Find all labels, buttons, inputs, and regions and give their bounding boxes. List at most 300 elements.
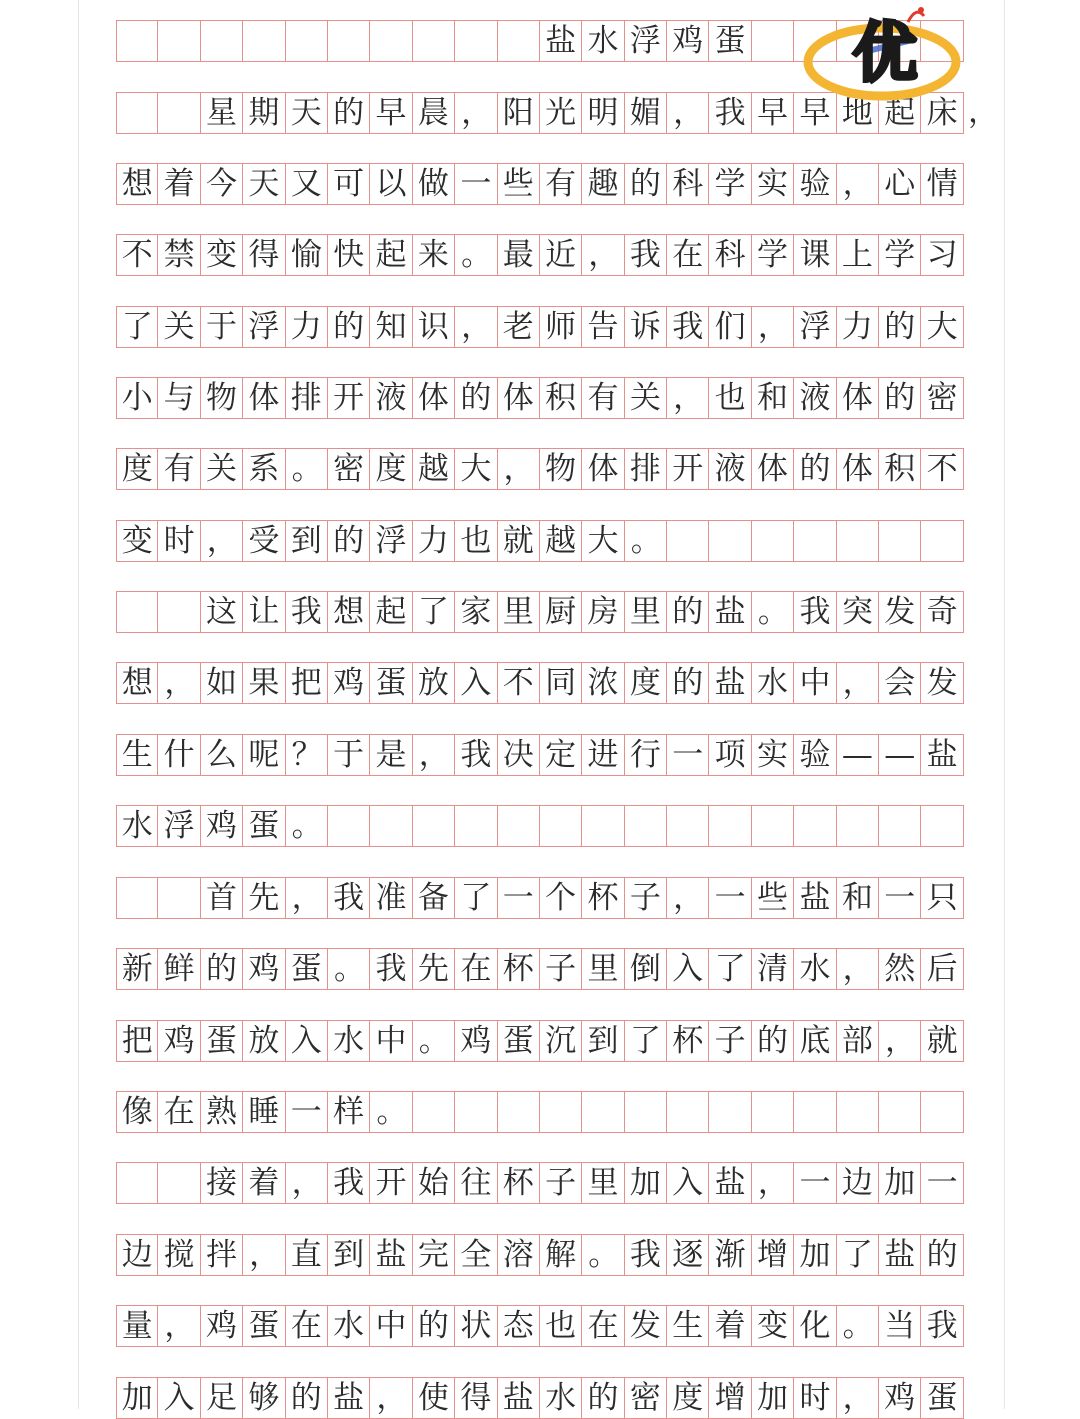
grid-cell: 想 xyxy=(328,592,370,632)
grid-cell: 拌 xyxy=(201,1235,243,1275)
grid-cell: 直 xyxy=(286,1235,328,1275)
grid-cell: 增 xyxy=(752,1235,794,1275)
grid-cell: 近 xyxy=(540,235,582,275)
grid-cell: 蛋 xyxy=(286,949,328,989)
grid-cell: 有 xyxy=(582,378,624,418)
grid-cell: 项 xyxy=(709,735,751,775)
grid-cell: 体 xyxy=(498,378,540,418)
grid-cell: 我 xyxy=(794,592,836,632)
grid-cell: 的 xyxy=(328,307,370,347)
grid-cell: 着 xyxy=(243,1163,285,1203)
grid-cell xyxy=(709,806,751,846)
grid-cell: 液 xyxy=(794,378,836,418)
grid-cell: 增 xyxy=(709,1378,751,1418)
grid-cell: 。 xyxy=(455,235,497,275)
grid-cell: 子 xyxy=(540,949,582,989)
grid-cell: — xyxy=(837,735,879,775)
grid-cell: 入 xyxy=(158,1378,200,1418)
grid-cell xyxy=(582,806,624,846)
grid-cell: 不 xyxy=(116,235,158,275)
grid-cell: 入 xyxy=(667,1163,709,1203)
grid-cell: 期 xyxy=(243,93,285,133)
grid-cell: ， xyxy=(455,93,497,133)
grid-cell: 学 xyxy=(879,235,921,275)
grid-cell: 沉 xyxy=(540,1021,582,1061)
grid-cell: 蛋 xyxy=(243,806,285,846)
grid-cell: 水 xyxy=(328,1021,370,1061)
grid-cell xyxy=(752,521,794,561)
grid-cell: 让 xyxy=(243,592,285,632)
text-row xyxy=(116,1234,964,1276)
grid-cell: 倒 xyxy=(625,949,667,989)
grid-cell: 趣 xyxy=(582,164,624,204)
grid-cell: 浮 xyxy=(243,307,285,347)
grid-cell: 态 xyxy=(498,1306,540,1346)
grid-cell: 的 xyxy=(921,1235,963,1275)
grid-cell: 首 xyxy=(201,878,243,918)
grid-cell: ， xyxy=(752,1163,794,1203)
grid-cell: 子 xyxy=(625,878,667,918)
grid-cell: 密 xyxy=(328,449,370,489)
grid-cell: 快 xyxy=(328,235,370,275)
grid-cell: 来 xyxy=(413,235,455,275)
grid-cell: 的 xyxy=(201,949,243,989)
grid-cell xyxy=(879,1092,921,1132)
grid-cell: 使 xyxy=(413,1378,455,1418)
grid-cell xyxy=(667,521,709,561)
grid-cell: 一 xyxy=(286,1092,328,1132)
title-cell xyxy=(752,21,794,61)
title-cell xyxy=(498,21,540,61)
grid-cell: 的 xyxy=(582,1378,624,1418)
grid-cell: 些 xyxy=(498,164,540,204)
grid-cell: 些 xyxy=(752,878,794,918)
grid-cell: 验 xyxy=(794,164,836,204)
grid-cell: 盐 xyxy=(328,1378,370,1418)
grid-cell: 杯 xyxy=(498,1163,540,1203)
grid-cell: 光 xyxy=(540,93,582,133)
grid-cell: 加 xyxy=(116,1378,158,1418)
text-row xyxy=(116,1377,964,1419)
grid-cell: 突 xyxy=(837,592,879,632)
grid-cell: 愉 xyxy=(286,235,328,275)
title-cell xyxy=(455,21,497,61)
grid-cell: 一 xyxy=(709,878,751,918)
grid-cell: 受 xyxy=(243,521,285,561)
grid-cell: 们 xyxy=(709,307,751,347)
grid-cell: 加 xyxy=(752,1378,794,1418)
grid-cell: 有 xyxy=(158,449,200,489)
grid-cell xyxy=(625,806,667,846)
grid-cell: ， xyxy=(370,1378,412,1418)
grid-cell: 星 xyxy=(201,93,243,133)
grid-cell: 在 xyxy=(582,1306,624,1346)
title-cell xyxy=(370,21,412,61)
grid-cell: ， xyxy=(752,307,794,347)
grid-cell: 的 xyxy=(625,164,667,204)
grid-cell: 清 xyxy=(752,949,794,989)
grid-cell: 物 xyxy=(201,378,243,418)
grid-cell: 决 xyxy=(498,735,540,775)
text-row xyxy=(116,520,964,562)
text-row xyxy=(116,163,964,205)
title-cell xyxy=(201,21,243,61)
grid-cell: ， xyxy=(837,164,879,204)
grid-cell: 大 xyxy=(455,449,497,489)
text-row xyxy=(116,662,964,704)
title-cell: 盐 xyxy=(540,21,582,61)
grid-cell xyxy=(837,806,879,846)
grid-cell: 越 xyxy=(540,521,582,561)
grid-cell: ， xyxy=(837,1378,879,1418)
line-2-overflow-comma: ， xyxy=(968,94,999,130)
grid-cell: 发 xyxy=(921,663,963,703)
grid-cell xyxy=(498,1092,540,1132)
grid-cell: 样 xyxy=(328,1092,370,1132)
grid-cell: ， xyxy=(498,449,540,489)
grid-cell: 新 xyxy=(116,949,158,989)
grid-cell: 大 xyxy=(582,521,624,561)
grid-cell: 心 xyxy=(879,164,921,204)
grid-cell: 鸡 xyxy=(158,1021,200,1061)
grid-cell: 搅 xyxy=(158,1235,200,1275)
grid-cell: 体 xyxy=(413,378,455,418)
grid-cell: 物 xyxy=(540,449,582,489)
grid-cell: 逐 xyxy=(667,1235,709,1275)
grid-cell: ， xyxy=(158,663,200,703)
grid-cell: 先 xyxy=(413,949,455,989)
grid-cell: 准 xyxy=(370,878,412,918)
title-cell xyxy=(328,21,370,61)
text-row xyxy=(116,448,964,490)
grid-cell: ， xyxy=(286,878,328,918)
grid-cell: 体 xyxy=(243,378,285,418)
grid-cell: 里 xyxy=(498,592,540,632)
grid-cell: 盐 xyxy=(794,878,836,918)
text-row xyxy=(116,734,964,776)
grid-cell: 一 xyxy=(794,1163,836,1203)
grid-cell: 了 xyxy=(455,878,497,918)
grid-cell: 什 xyxy=(158,735,200,775)
grid-cell: 实 xyxy=(752,164,794,204)
grid-cell: 么 xyxy=(201,735,243,775)
grid-cell: 进 xyxy=(582,735,624,775)
grid-cell: 在 xyxy=(667,235,709,275)
grid-cell: 全 xyxy=(455,1235,497,1275)
grid-cell: 量 xyxy=(116,1306,158,1346)
grid-cell: 的 xyxy=(667,592,709,632)
grid-cell: 情 xyxy=(921,164,963,204)
grid-cell xyxy=(921,806,963,846)
grid-cell xyxy=(921,1092,963,1132)
grid-cell xyxy=(667,806,709,846)
grid-cell: 睡 xyxy=(243,1092,285,1132)
grid-cell: 鸡 xyxy=(455,1021,497,1061)
grade-excellent-text: 优 xyxy=(853,17,917,91)
grid-cell: 早 xyxy=(752,93,794,133)
grid-cell xyxy=(455,806,497,846)
grid-cell: 盐 xyxy=(709,663,751,703)
title-cell xyxy=(413,21,455,61)
grid-cell: 发 xyxy=(879,592,921,632)
grid-cell: ， xyxy=(455,307,497,347)
text-row xyxy=(116,306,964,348)
grid-cell: 底 xyxy=(794,1021,836,1061)
grid-cell: 放 xyxy=(413,663,455,703)
grid-cell: ， xyxy=(582,235,624,275)
grid-cell: 习 xyxy=(921,235,963,275)
grid-cell: 力 xyxy=(286,307,328,347)
grid-cell: 早 xyxy=(794,93,836,133)
grid-cell: 老 xyxy=(498,307,540,347)
grid-cell xyxy=(709,521,751,561)
grid-cell: 时 xyxy=(158,521,200,561)
grid-cell: 明 xyxy=(582,93,624,133)
grid-cell xyxy=(837,521,879,561)
grid-cell: 盐 xyxy=(370,1235,412,1275)
title-cell: 水 xyxy=(582,21,624,61)
grid-cell: 水 xyxy=(116,806,158,846)
grid-cell: ， xyxy=(837,663,879,703)
grid-cell: 杯 xyxy=(498,949,540,989)
grid-cell: ， xyxy=(413,735,455,775)
grid-cell xyxy=(879,521,921,561)
grid-cell: 了 xyxy=(709,949,751,989)
grid-cell: 子 xyxy=(540,1163,582,1203)
grid-cell: 与 xyxy=(158,378,200,418)
grid-cell xyxy=(370,806,412,846)
grid-cell: 渐 xyxy=(709,1235,751,1275)
grid-cell: 状 xyxy=(455,1306,497,1346)
grid-cell: 变 xyxy=(752,1306,794,1346)
title-cell xyxy=(158,21,200,61)
grid-cell xyxy=(328,806,370,846)
text-row xyxy=(116,377,964,419)
grid-cell xyxy=(879,806,921,846)
grid-cell: ， xyxy=(667,378,709,418)
grid-cell: 体 xyxy=(582,449,624,489)
grid-cell: 开 xyxy=(370,1163,412,1203)
grid-cell: 蛋 xyxy=(201,1021,243,1061)
grid-cell: 学 xyxy=(752,235,794,275)
grid-cell: 力 xyxy=(837,307,879,347)
grid-cell: ， xyxy=(667,93,709,133)
grid-cell: 只 xyxy=(921,878,963,918)
grid-cell: 不 xyxy=(498,663,540,703)
grid-cell: 着 xyxy=(709,1306,751,1346)
grid-cell: 开 xyxy=(328,378,370,418)
grid-cell: 行 xyxy=(625,735,667,775)
grid-cell: 着 xyxy=(158,164,200,204)
grid-cell xyxy=(794,1092,836,1132)
grid-cell xyxy=(158,592,200,632)
grid-cell xyxy=(625,1092,667,1132)
grid-cell: 生 xyxy=(116,735,158,775)
grid-cell: 天 xyxy=(286,93,328,133)
grid-cell: 一 xyxy=(498,878,540,918)
grid-cell: 关 xyxy=(158,307,200,347)
grid-cell: ， xyxy=(286,1163,328,1203)
grid-cell: 盐 xyxy=(709,592,751,632)
grid-cell: 我 xyxy=(625,235,667,275)
grid-cell: 学 xyxy=(709,164,751,204)
grid-cell: 蛋 xyxy=(370,663,412,703)
grid-cell: 于 xyxy=(328,735,370,775)
text-row xyxy=(116,805,964,847)
grid-cell xyxy=(794,521,836,561)
grid-cell: 够 xyxy=(243,1378,285,1418)
grid-cell xyxy=(158,878,200,918)
grid-cell xyxy=(498,806,540,846)
grid-cell: 蛋 xyxy=(921,1378,963,1418)
grid-cell: 会 xyxy=(879,663,921,703)
grid-cell: 上 xyxy=(837,235,879,275)
grid-cell: 床 xyxy=(921,93,963,133)
grid-cell: 的 xyxy=(455,378,497,418)
grid-cell: 积 xyxy=(540,378,582,418)
grid-cell: 排 xyxy=(286,378,328,418)
grid-cell: 放 xyxy=(243,1021,285,1061)
grid-cell: 想 xyxy=(116,663,158,703)
grid-cell: 积 xyxy=(879,449,921,489)
title-cell: 蛋 xyxy=(709,21,751,61)
grid-cell: 体 xyxy=(837,378,879,418)
grid-cell: 浓 xyxy=(582,663,624,703)
title-cell: 鸡 xyxy=(667,21,709,61)
grid-cell: 液 xyxy=(370,378,412,418)
grid-cell: 最 xyxy=(498,235,540,275)
grid-cell xyxy=(413,1092,455,1132)
grid-cell: 的 xyxy=(752,1021,794,1061)
text-row xyxy=(116,1091,964,1133)
grid-cell: 定 xyxy=(540,735,582,775)
grid-cell: 中 xyxy=(794,663,836,703)
grid-cell: 诉 xyxy=(625,307,667,347)
grid-cell: 。 xyxy=(625,521,667,561)
grid-cell: 入 xyxy=(667,949,709,989)
grid-cell: 鸡 xyxy=(243,949,285,989)
grid-cell: 后 xyxy=(921,949,963,989)
grid-cell: 中 xyxy=(370,1021,412,1061)
grid-cell xyxy=(116,592,158,632)
grid-cell: 在 xyxy=(286,1306,328,1346)
grid-cell: 这 xyxy=(201,592,243,632)
grid-cell: 我 xyxy=(455,735,497,775)
grid-cell: ， xyxy=(837,949,879,989)
grid-cell: 杯 xyxy=(582,878,624,918)
text-row xyxy=(116,1305,964,1347)
text-row xyxy=(116,1020,964,1062)
grid-cell: 然 xyxy=(879,949,921,989)
grid-cell: 一 xyxy=(455,164,497,204)
grid-cell: 盐 xyxy=(921,735,963,775)
grid-cell: 奇 xyxy=(921,592,963,632)
grid-cell: 的 xyxy=(667,663,709,703)
grid-cell: ， xyxy=(201,521,243,561)
grid-cell: 边 xyxy=(116,1235,158,1275)
grid-cell: 早 xyxy=(370,93,412,133)
text-row xyxy=(116,234,964,276)
grid-cell: 地 xyxy=(837,93,879,133)
grid-cell: 体 xyxy=(837,449,879,489)
grid-cell: 水 xyxy=(328,1306,370,1346)
grid-cell: 我 xyxy=(328,878,370,918)
grid-cell: 关 xyxy=(201,449,243,489)
grid-cell: 的 xyxy=(286,1378,328,1418)
grid-cell: 往 xyxy=(455,1163,497,1203)
grid-cell: 鸡 xyxy=(201,1306,243,1346)
grid-cell: 的 xyxy=(879,307,921,347)
grid-cell: 也 xyxy=(540,1306,582,1346)
grid-cell: 盐 xyxy=(879,1235,921,1275)
grid-cell: 得 xyxy=(243,235,285,275)
grid-cell xyxy=(540,806,582,846)
grid-cell: 密 xyxy=(625,1378,667,1418)
title-cell xyxy=(116,21,158,61)
grid-cell: 有 xyxy=(540,164,582,204)
grid-cell: ， xyxy=(667,878,709,918)
grid-cell: 先 xyxy=(243,878,285,918)
grid-cell: 又 xyxy=(286,164,328,204)
grid-cell: 验 xyxy=(794,735,836,775)
grid-cell: 起 xyxy=(370,592,412,632)
grid-cell: 果 xyxy=(243,663,285,703)
grid-cell: 阳 xyxy=(498,93,540,133)
grid-cell: 溶 xyxy=(498,1235,540,1275)
grid-cell: ？ xyxy=(286,735,328,775)
grid-cell: 关 xyxy=(625,378,667,418)
grid-cell: 力 xyxy=(413,521,455,561)
grid-cell: 里 xyxy=(582,949,624,989)
grid-cell: 开 xyxy=(667,449,709,489)
grid-cell: 科 xyxy=(667,164,709,204)
grid-cell: 如 xyxy=(201,663,243,703)
grid-cell: 。 xyxy=(837,1306,879,1346)
grid-cell: 起 xyxy=(879,93,921,133)
grid-cell: 水 xyxy=(794,949,836,989)
grid-cell: 一 xyxy=(879,878,921,918)
grid-cell: 我 xyxy=(667,307,709,347)
grid-cell: 盐 xyxy=(709,1163,751,1203)
grid-cell xyxy=(455,1092,497,1132)
grid-cell: 排 xyxy=(625,449,667,489)
grid-cell: 。 xyxy=(286,449,328,489)
grid-cell: 知 xyxy=(370,307,412,347)
grid-cell: 部 xyxy=(837,1021,879,1061)
grid-cell: 同 xyxy=(540,663,582,703)
grid-cell: 一 xyxy=(667,735,709,775)
grid-cell: 晨 xyxy=(413,93,455,133)
grid-cell: 度 xyxy=(625,663,667,703)
title-cell: 浮 xyxy=(625,21,667,61)
grid-cell: 到 xyxy=(328,1235,370,1275)
grid-cell: 变 xyxy=(116,521,158,561)
grid-cell: 科 xyxy=(709,235,751,275)
grid-cell: 我 xyxy=(625,1235,667,1275)
grid-cell: ， xyxy=(243,1235,285,1275)
grid-cell: 液 xyxy=(709,449,751,489)
grid-cell: 大 xyxy=(921,307,963,347)
grid-cell: 和 xyxy=(752,378,794,418)
grid-cell: 始 xyxy=(413,1163,455,1203)
grid-cell xyxy=(837,1092,879,1132)
grid-cell: 子 xyxy=(709,1021,751,1061)
grid-cell: ， xyxy=(158,1306,200,1346)
grid-cell: 今 xyxy=(201,164,243,204)
grid-cell: 的 xyxy=(328,93,370,133)
text-row xyxy=(116,591,964,633)
grid-cell: 一 xyxy=(921,1163,963,1203)
